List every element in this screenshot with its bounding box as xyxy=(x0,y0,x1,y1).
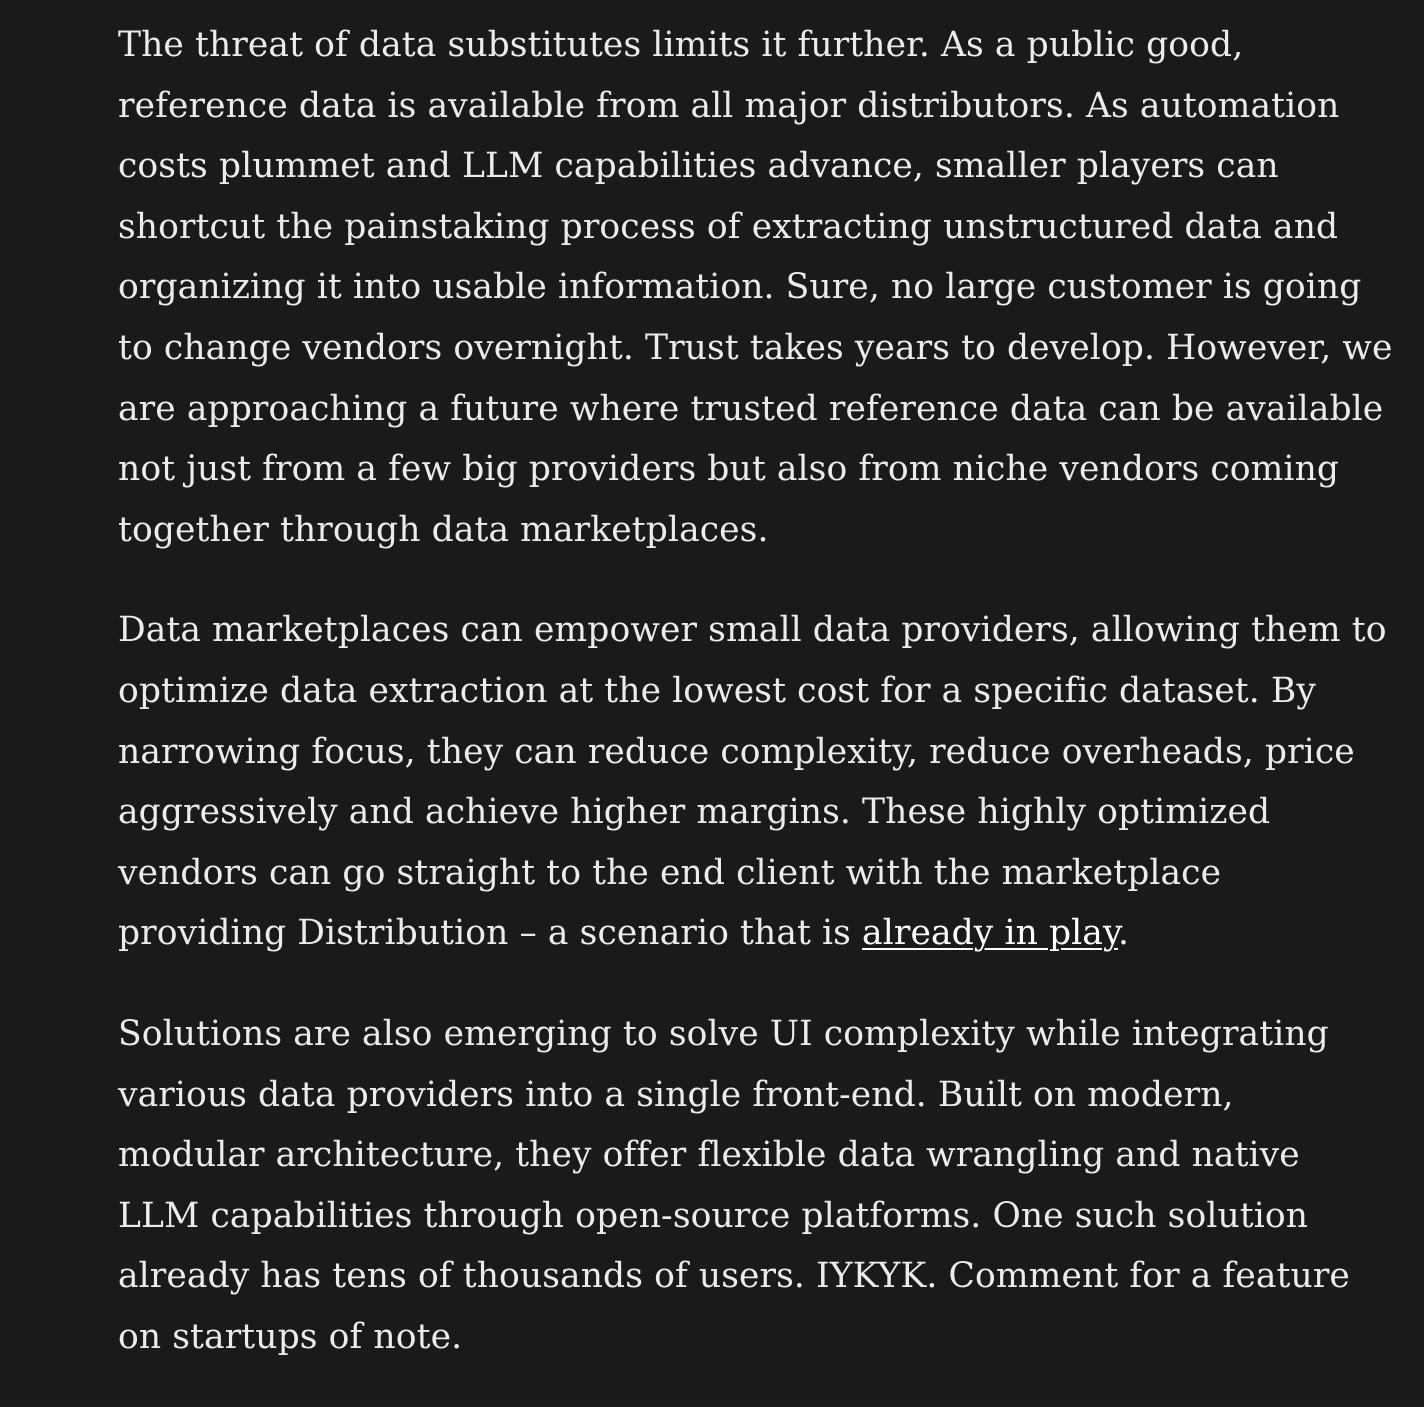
text-line: vendors can go straight to the end client with the marketplace xyxy=(118,852,1222,893)
text-line: are approaching a future where trusted reference data can be available xyxy=(118,388,1384,429)
text-line: to change vendors overnight. Trust takes years to develop. However, we xyxy=(118,327,1393,368)
paragraph-data-marketplaces xyxy=(118,600,1387,964)
text-line: aggressively and achieve higher margins. These highly optimized xyxy=(118,792,1271,833)
already-in-play-link[interactable]: already in play xyxy=(862,913,1118,954)
text-line: together through data marketplaces. xyxy=(118,509,769,550)
paragraph-solutions xyxy=(118,1004,1350,1368)
text-line: on startups of note. xyxy=(118,1316,463,1357)
text-line: The threat of data substitutes limits it further. As a public good, xyxy=(118,25,1244,65)
text-line-with-link xyxy=(118,903,1338,964)
text-line: already has tens of thousands of users. IYKYK. Comment for a feature xyxy=(118,1256,1350,1297)
text-line: organizing it into usable information. Sure, no large customer is going xyxy=(118,267,1362,308)
text-line: various data providers into a single front-end. Built on modern, xyxy=(118,1074,1234,1115)
text-line: shortcut the painstaking process of extracting unstructured data and xyxy=(118,206,1339,247)
article-body xyxy=(118,15,1393,1407)
text-before-link: providing Distribution – a scenario that is xyxy=(118,913,863,954)
text-line: Solutions are also emerging to solve UI complexity while integrating xyxy=(118,1013,1329,1054)
text-line: optimize data extraction at the lowest cost for a specific dataset. By xyxy=(118,670,1316,711)
text-line: Data marketplaces can empower small data providers, allowing them to xyxy=(118,610,1387,651)
text-line: narrowing focus, they can reduce complexity, reduce overheads, price xyxy=(118,731,1355,772)
text-line: LLM capabilities through open-source platforms. One such solution xyxy=(118,1195,1309,1236)
paragraph-data-substitutes xyxy=(118,15,1393,560)
text-after-link: . xyxy=(1117,913,1130,954)
text-line: costs plummet and LLM capabilities advance, smaller players can xyxy=(118,146,1279,187)
text-line: modular architecture, they offer flexible data wrangling and native xyxy=(118,1135,1300,1176)
text-line: reference data is available from all major distributors. As automation xyxy=(118,85,1340,126)
text-line: not just from a few big providers but also from niche vendors coming xyxy=(118,449,1340,490)
